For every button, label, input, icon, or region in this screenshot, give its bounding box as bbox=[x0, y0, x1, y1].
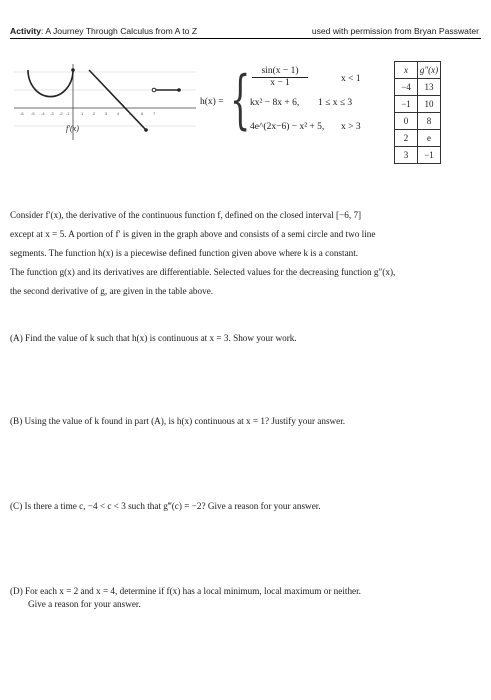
table-row bbox=[395, 147, 441, 164]
cell-g: 10 bbox=[418, 96, 441, 113]
x-tick-label: 3 bbox=[105, 111, 108, 116]
fprime-graph bbox=[14, 60, 196, 142]
curve-label: f′(x) bbox=[66, 124, 79, 133]
x-tick-label: 4 bbox=[117, 111, 120, 116]
statement-line: except at x = 5. A portion of f′ is given in the graph above and consists of a semi circle and two line bbox=[10, 229, 376, 239]
cell-x: −4 bbox=[395, 79, 418, 96]
cell-g: e bbox=[418, 130, 441, 147]
table-row bbox=[395, 113, 441, 130]
h-piecewise-definition bbox=[200, 63, 370, 146]
header-g: g″(x) bbox=[418, 62, 441, 79]
statement-line: Consider f′(x), the derivative of the continuous function f, defined on the closed interval [−6, 7] bbox=[10, 210, 362, 220]
statement-line: The function g(x) and its derivatives are differentiable. Selected values for the decreasing function g″(x), bbox=[10, 267, 396, 277]
statement-line: segments. The function h(x) is a piecewise defined function given above where k is a constant. bbox=[10, 248, 359, 258]
table-row bbox=[395, 79, 441, 96]
question-c: (C) Is there a time c, −4 < c < 3 such that g‴(c) = −2? Give a reason for your answer. bbox=[10, 501, 321, 511]
semicircle-segment bbox=[28, 70, 73, 97]
cell-g: −1 bbox=[418, 147, 441, 164]
open-endpoint bbox=[152, 88, 156, 92]
question-a: (A) Find the value of k such that h(x) is continuous at x = 3. Show your work. bbox=[10, 333, 297, 343]
piece1-numerator: sin(x − 1) bbox=[252, 66, 308, 78]
statement-line: the second derivative of g, are given in the table above. bbox=[10, 286, 214, 296]
brace: { bbox=[230, 63, 251, 137]
problem-statement bbox=[10, 206, 480, 301]
x-tick-label: 5 bbox=[129, 111, 132, 116]
x-tick-label: 1 bbox=[81, 111, 84, 116]
activity-title: Activity: A Journey Through Calculus from A to Z bbox=[10, 26, 198, 36]
question-d bbox=[10, 585, 480, 611]
x-tick-label: -2 bbox=[59, 111, 63, 116]
h-lhs: h(x) = bbox=[200, 97, 224, 107]
piece1-fraction bbox=[252, 66, 308, 89]
cell-x: 2 bbox=[395, 130, 418, 147]
x-tick-label: -4 bbox=[41, 111, 45, 116]
table-header-row bbox=[395, 62, 441, 79]
x-tick-label: 7 bbox=[153, 111, 156, 116]
endpoint-dot bbox=[144, 128, 148, 132]
piece3-expression: 4e^(2x−6) − x² + 5, bbox=[250, 122, 325, 132]
question-b: (B) Using the value of k found in part (A), is h(x) continuous at x = 1? Justify your answer. bbox=[10, 416, 346, 426]
cell-g: 8 bbox=[418, 113, 441, 130]
cell-x: 0 bbox=[395, 113, 418, 130]
g-double-prime-table bbox=[394, 61, 441, 164]
question-d-line1: (D) For each x = 2 and x = 4, determine if f(x) has a local minimum, local maximum or neither. bbox=[10, 586, 361, 596]
piece1-condition: x < 1 bbox=[341, 74, 361, 84]
page-header bbox=[10, 26, 479, 36]
x-tick-label: 2 bbox=[93, 111, 96, 116]
cell-x: −1 bbox=[395, 96, 418, 113]
piece1-denominator: x − 1 bbox=[270, 78, 290, 88]
x-tick-label: -1 bbox=[66, 111, 70, 116]
x-tick-label: -5 bbox=[31, 111, 35, 116]
endpoint-dot bbox=[71, 68, 75, 72]
table-row bbox=[395, 96, 441, 113]
cell-x: 3 bbox=[395, 147, 418, 164]
cell-g: 13 bbox=[418, 79, 441, 96]
table-row bbox=[395, 130, 441, 147]
piece3-condition: x > 3 bbox=[341, 122, 361, 132]
piece2-expression: kx² − 8x + 6, bbox=[250, 98, 300, 108]
permission-note: used with permission from Bryan Passwater bbox=[311, 26, 479, 36]
endpoint-dot bbox=[177, 88, 181, 92]
question-d-line2: Give a reason for your answer. bbox=[28, 599, 141, 609]
x-tick-label: -3 bbox=[50, 111, 54, 116]
piece2-condition: 1 ≤ x ≤ 3 bbox=[318, 98, 353, 108]
line-segment-1 bbox=[89, 70, 146, 130]
x-tick-label: -6 bbox=[20, 111, 24, 116]
header-x: x bbox=[395, 62, 418, 79]
x-tick-label: 6 bbox=[141, 111, 144, 116]
header-rule bbox=[10, 38, 481, 39]
